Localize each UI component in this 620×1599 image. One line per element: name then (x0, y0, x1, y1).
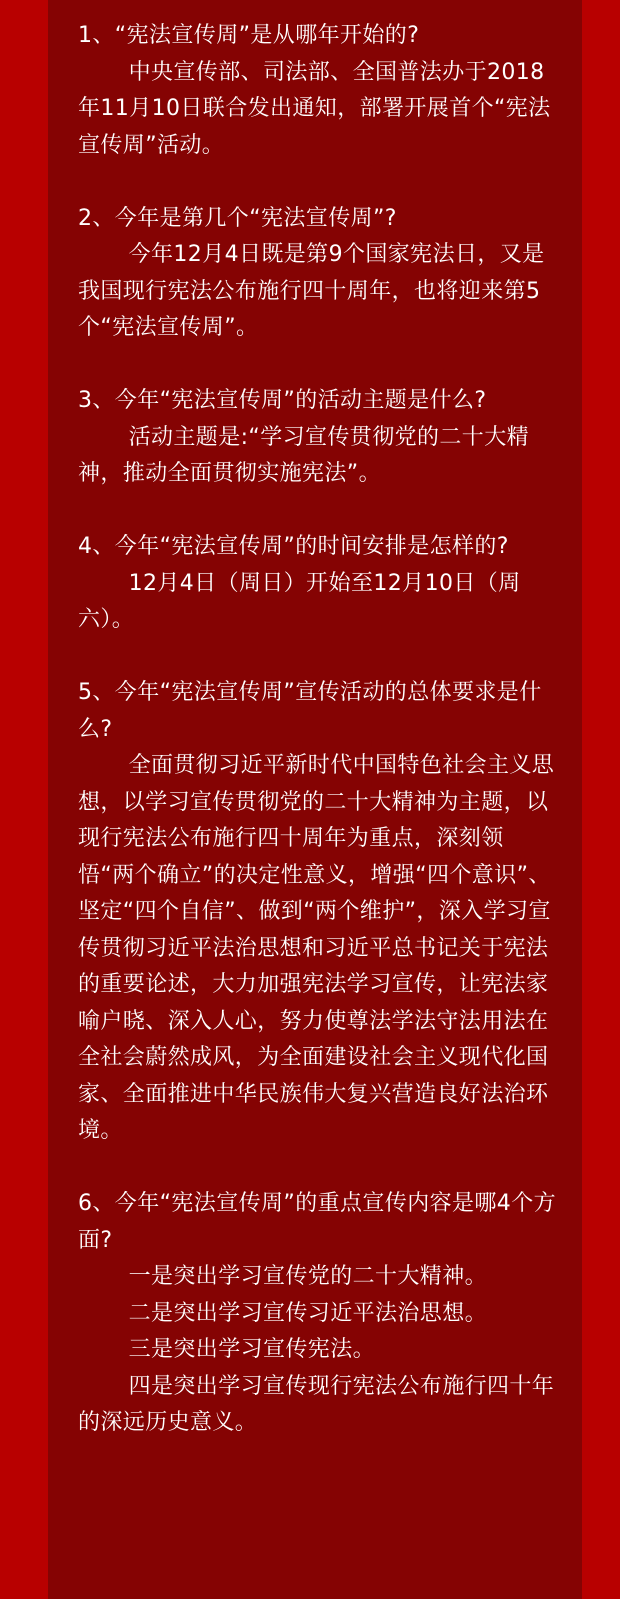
question-4: 4、今年“宪法宣传周”的时间安排是怎样的? (78, 534, 509, 559)
question-1: 1、“宪法宣传周”是从哪年开始的? (78, 23, 420, 48)
qa-item-4 (78, 529, 558, 639)
answer-6-point-2: 二是突出学习宣传习近平法治思想。 (128, 1300, 487, 1326)
answer-6-point-1: 一是突出学习宣传党的二十大精神。 (128, 1264, 487, 1289)
qa-item-2 (78, 201, 558, 347)
question-2: 2、今年是第几个“宪法宣传周”? (78, 205, 397, 231)
qa-item-5 (78, 675, 558, 1150)
qa-item-1 (78, 18, 558, 164)
answer-4: 12月4日（周日）开始至12月10日（周六）。 (78, 570, 521, 632)
answer-3: 活动主题是:“学习宣传贯彻党的二十大精神，推动全面贯彻实施宪法”。 (78, 424, 530, 486)
answer-6-point-3: 三是突出学习宣传宪法。 (128, 1337, 375, 1362)
answer-1: 中央宣传部、司法部、全国普法办于2018年11月10日联合发出通知，部署开展首个“宪法宣传周”活动。 (78, 59, 551, 158)
question-5: 5、今年“宪法宣传周”宣传活动的总体要求是什么? (78, 680, 542, 742)
answer-6-point-4: 四是突出学习宣传现行宪法公布施行四十年的深远历史意义。 (78, 1373, 555, 1435)
qa-item-3 (78, 383, 558, 493)
answer-2: 今年12月4日既是第9个国家宪法日，又是我国现行宪法公布施行四十周年，也将迎来第5个“宪法宣传周”。 (78, 242, 545, 340)
question-6: 6、今年“宪法宣传周”的重点宣传内容是哪4个方面? (78, 1191, 556, 1253)
question-3: 3、今年“宪法宣传周”的活动主题是什么? (78, 388, 487, 413)
qa-article (78, 18, 558, 1478)
answer-5: 全面贯彻习近平新时代中国特色社会主义思想，以学习宣传贯彻党的二十大精神为主题，以现行宪法公布施行四十周年为重点，深刻领悟“两个确立”的决定性意义，增强“四个意识”、坚定“四个自信”、做到“两个维护”，深入学习宣传贯彻习近平法治思想和习近平总书记关于宪法的重要论述，大力加强宪法学习宣传，让宪法家喻户晓、深入人心，努力使尊法学法守法用法在全社会蔚然成风，为全面建设社会主义现代化国家、全面推进中华民族伟大复兴营造良好法治环境。 (78, 753, 555, 1143)
qa-item-6 (78, 1186, 558, 1442)
